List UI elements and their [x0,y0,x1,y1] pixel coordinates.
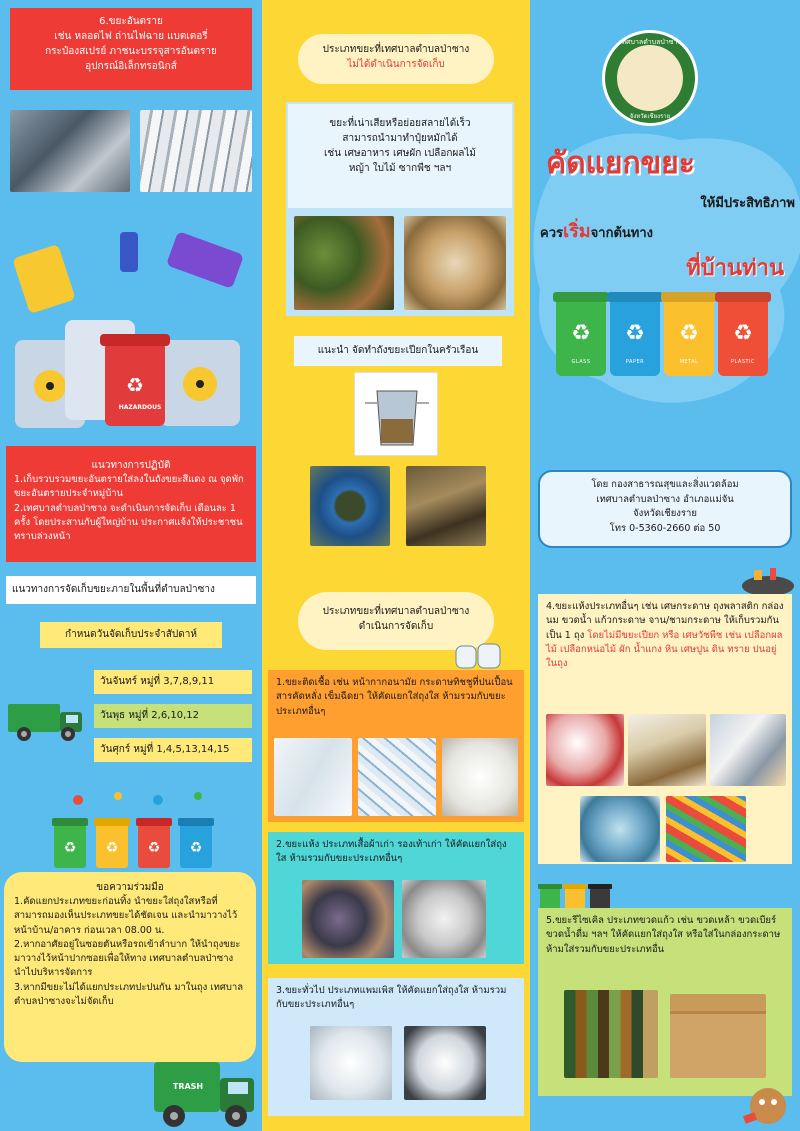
old-clothes-photo [302,880,394,958]
general-waste-text: 3.ขยะทั่วไป ประเภทแพมเพิส ให้คัดแยกใส่ถุงใส ห้ามรวมกับขยะประเภทอื่นๆ [276,985,507,1011]
subheadline-2 [540,216,780,245]
milk-cartons-photo [710,714,786,786]
metal-bin-label: METAL [679,359,699,366]
subheadline-3: ที่บ้านท่าน [686,256,784,281]
guideline-item-2: 2.เทศบาลตำบลป่าซาง จะดำเนินการจัดเก็บ เดือนละ 1 ครั้ง โดยประสานกับผู้ใหญ่บ้าน ประกาศแจ้งให้ประชาชนทราบล่วงหน้า [14,502,243,542]
contact-text: โดย กองสาธารณสุขและสิ่งแวดล้อม เทศบาลตำบลป่าซาง อำเภอแม่จัน จังหวัดเชียงราย โทร 0-5360-2660 ต่อ 50 [591,479,739,535]
subheadline-1: ให้มีประสิทธิภาพ [700,196,795,211]
cooperation-title: ขอความร่วมมือ [96,882,164,893]
advice-text: แนะนำ จัดทำถังขยะเปียกในครัวเรือน [317,345,479,356]
collection-heading-box [6,576,256,604]
glass-bin-lid [553,292,609,302]
infectious-waste-text: 1.ขยะติดเชื้อ เช่น หน้ากากอนามัย กระดาษทิชชูที่ปนเปื้อนสารคัดหลั่ง เข็มฉีดยา ให้คัดแยกใส่ถุงใส ห้ามรวมกับขยะประเภทอื่นๆ [276,677,513,717]
cooperation-item-1: 1.คัดแยกประเภทขยะก่อนทิ้ง นำขยะใส่ถุงใสหรือที่สามารถมองเห็นประเภทขยะได้ชัดเจน และนำมาวางไว้หน้าบ้าน/อาคาร ก่อนเวลา 08.00 น. [14,896,238,936]
logo-text: เทศบาลตำบลป่าซาง [619,38,681,46]
trash-truck-illustration [150,1054,260,1130]
contact-box [538,470,792,548]
svg-text:♻: ♻ [147,840,161,856]
cooperation-item-3: 3.หากมีขยะไม่ได้แยกประเภทปะปนกัน มาในถุง เทศบาลตำบลป่าซางจะไม่จัดเก็บ [14,981,244,1007]
guideline-box [6,446,256,562]
glass-bin-label: GLASS [571,359,591,366]
recycle-icon: ♻ [733,321,753,347]
truck-label: TRASH [172,1082,204,1091]
cooperation-box [4,872,256,1062]
snack-wrappers-photo [666,796,746,862]
garbage-truck-icon [6,698,88,742]
schedule-friday-text: วันศุกร์ หมู่ที่ 1,4,5,13,14,15 [100,744,230,755]
recycle-waste-text: 5.ขยะรีไซเคิล ประเภทขวดแก้ว เช่น ขวดเหล้า ขวดเบียร์ ขวดน้ำดื่ม ฯลฯ ให้คัดแยกใส่ถุงใส หรือใส่ในกล่องกระดาษ ห้ามใส่รวมกับขยะประเภทอื่น [546,915,781,955]
vegetable-peel-photo [404,216,506,310]
left-panel [0,0,262,1131]
hazard-title: 6.ขยะอันตราย [99,16,163,27]
glass-bottles-photo [564,990,658,1078]
headline: คัดแยกขยะ [546,146,695,181]
small-bins-icon [538,880,612,910]
weekly-schedule-title: กำหนดวันจัดเก็บประจำสัปดาห์ [65,629,197,640]
middle-panel [262,0,530,1131]
schedule-wednesday-text: วันพุธ หมู่ที่ 2,6,10,12 [100,710,199,721]
composting-photo [406,466,486,546]
cardboard-box-photo [670,994,766,1078]
not-collected-subtitle: ไม่ได้ดำเนินการจัดเก็บ [347,59,445,70]
svg-text:♻: ♻ [126,373,144,397]
collected-title: ประเภทขยะที่เทศบาลตำบลป่าซาง ดำเนินการจัดเก็บ [322,606,470,632]
municipality-logo [602,30,698,126]
subheadline-2-suffix: จากต้นทาง [590,226,654,241]
guideline-item-1: 1.เก็บรวบรวมขยะอันตรายใส่ลงในถังขยะสีแดง ณ จุดพักขยะอันตรายประจำหมู่บ้าน [14,474,244,500]
schedule-monday-text: วันจันทร์ หมู่ที่ 3,7,8,9,11 [100,676,215,687]
advice-box [294,336,502,366]
hazardous-illustration [10,222,252,432]
cooperation-item-2: 2.หากอาศัยอยู่ในซอยตันหรือรถเข้าลำบาก ให้นำถุงขยะมาวางไว้หน้าปากซอยเพื่อให้ทาง เทศบาลตำบลป่าซาง นำไปบริหารจัดการ [14,938,241,979]
recycle-icon: ♻ [625,321,645,347]
recycle-bins-illustration [48,790,218,870]
paper-bin-lid [607,292,663,302]
metal-bin [664,300,714,376]
plastic-bin-lid [715,292,771,302]
recycle-icon: ♻ [679,321,699,347]
hazard-body: เช่น หลอดไฟ ถ่านไฟฉาย แบตเตอรี่ กระป๋องสเปรย์ ภาชนะบรรจุสารอันตราย อุปกรณ์อิเล็กทรอนิกส์ [45,31,217,72]
logo-inner [617,45,683,111]
dry-waste-warning: โดยไม่มีขยะเปียก หรือ เศษวัชพืช เช่น เปลือกผลไม้ เปลือกหน่อไม้ ผัก น้ำแกง หิน เศษปูน ดิน ทราย ปนอยู่ในถุง [546,629,783,669]
schedule-monday [94,670,252,694]
tissue-photo [442,738,518,816]
subheadline-2-highlight: เริ่ม [562,221,591,242]
subheadline-2-prefix: ควร [540,226,563,241]
hazard-drums-graphic [10,222,252,432]
clothes-waste-text: 2.ขยะแห้ง ประเภทเสื้อผ้าเก่า รองเท้าเก่า ให้คัดแยกใส่ถุงใส ห้ามรวมกับขยะประเภทอื่นๆ [276,839,507,865]
face-mask-photo [274,738,352,816]
compost-bin-diagram [354,372,438,456]
logo-subtext: จังหวัดเชียงราย [629,113,671,120]
diapers-trash-photo [404,1026,486,1100]
svg-text:♻: ♻ [189,840,203,856]
svg-text:♻: ♻ [63,840,77,856]
organic-waste-box [286,102,514,212]
plastic-bottles-photo [580,796,660,862]
collection-heading: แนวทางการจัดเก็บขยะภายในพื้นที่ตำบลป่าซาง [12,584,215,595]
trash-pile-icon [740,566,796,596]
paper-bin [610,300,660,376]
not-collected-header [298,34,494,84]
food-containers-photo [628,714,706,786]
weekly-schedule-box [40,622,222,648]
recycle-icon: ♻ [571,321,591,347]
right-panel [530,0,800,1131]
schedule-wednesday [94,704,252,728]
syringes-photo [358,738,436,816]
metal-bin-lid [661,292,717,302]
hazardous-bin-label: HAZARDOUS [118,404,162,411]
food-scraps-photo [294,216,394,310]
plastic-bin-label: PLASTIC [730,359,756,366]
schedule-friday [94,738,252,762]
fluorescent-tubes-photo [140,110,252,192]
not-collected-title: ประเภทขยะที่เทศบาลตำบลป่าซาง [322,44,470,55]
blue-bin-photo [310,466,390,546]
mascot-icon [738,1080,798,1128]
paper-bin-label: PAPER [625,359,645,366]
electronic-waste-photo [10,110,130,192]
organic-waste-text: ขยะที่เน่าเสียหรือย่อยสลายได้เร็ว สามารถนำมาทำปุ๋ยหมักได้ เช่น เศษอาหาร เศษผัก เปลือกผลไม้ หญ้า ใบไม้ ซากพืช ฯลฯ [324,118,476,174]
guideline-title: แนวทางการปฏิบัติ [91,460,171,471]
diapers-bag-photo [310,1026,392,1100]
old-shoes-photo [402,880,486,958]
glass-bin [556,300,606,376]
waste-bags-icon [454,636,502,670]
svg-text:♻: ♻ [105,840,119,856]
dry-waste-normal: 4.ขยะแห้งประเภทอื่นๆ เช่น เศษกระดาษ ถุงพลาสติก กล่องนม ขวดน้ำ แก้วกระดาษ จาน/ชามกระดาษ ให้เก็บรวมกันเป็น 1 ถุง [546,601,784,641]
plastic-bin [718,300,768,376]
dry-waste-text [546,600,784,671]
hazard-box [10,8,252,90]
plastic-bags-photo [546,714,624,786]
